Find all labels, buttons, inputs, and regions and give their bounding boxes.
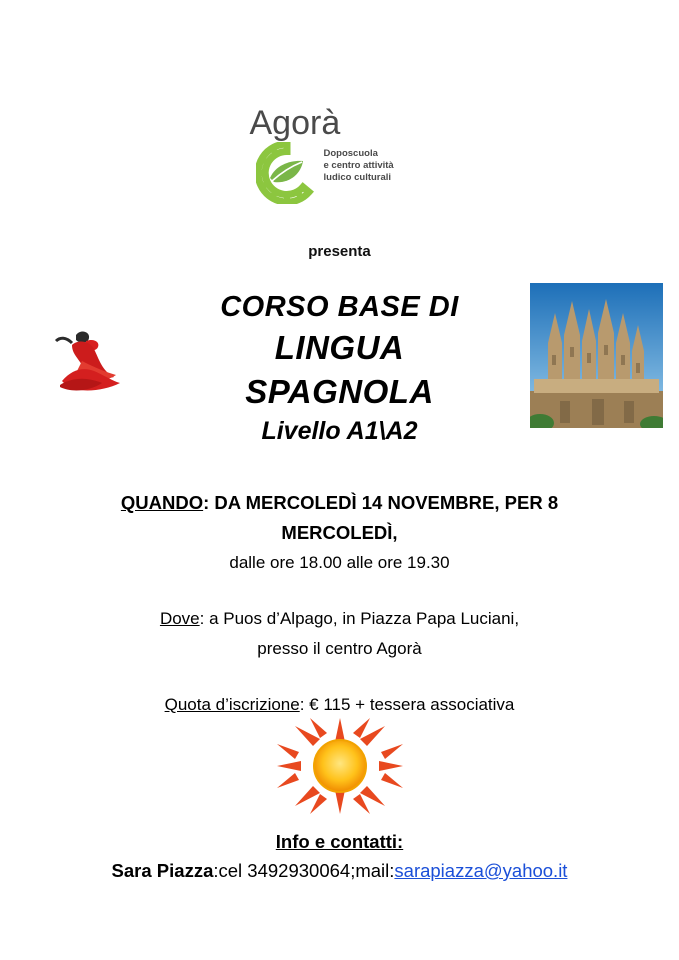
logo-subtitle-line-1: Doposcuola (323, 148, 378, 159)
contacts-detail-line (0, 856, 679, 886)
contact-name: Sara Piazza (111, 860, 214, 881)
quando-line-1 (0, 488, 679, 518)
title-line-2a: LINGUA (274, 329, 405, 366)
quota-value: : € 115 + tessera associativa (299, 695, 515, 714)
sun-illustration-wrap (0, 716, 679, 816)
dove-value: : a Puos d’Alpago, in Piazza Papa Luciani, (199, 609, 520, 628)
agora-logo-icon (256, 142, 318, 204)
dove-line-2: presso il centro Agorà (257, 639, 422, 658)
title-line-1: CORSO BASE DI (220, 291, 459, 323)
contacts-block (0, 828, 679, 886)
orario-line: dalle ore 18.00 alle ore 19.30 (229, 553, 450, 572)
logo-subtitle-line-2: e centro attività (323, 160, 394, 171)
quota-label: Quota d’iscrizione (164, 695, 300, 714)
presenta-label: presenta (308, 243, 371, 260)
title-block (0, 288, 679, 448)
quando-label: QUANDO (120, 492, 204, 513)
dove-line-1 (0, 604, 679, 634)
spacer-2 (0, 664, 679, 690)
sun-icon (275, 716, 405, 816)
spacer-1 (0, 578, 679, 604)
contact-phone-text: :cel 3492930064;mail: (213, 860, 395, 881)
title-line-2b: SPAGNOLA (245, 373, 434, 410)
logo-subtitle (324, 148, 394, 184)
quando-line-2: MERCOLEDÌ, (281, 522, 398, 543)
contact-email-link[interactable]: sarapiazza@yahoo.it (394, 860, 568, 881)
quando-value: : DA MERCOLEDÌ 14 NOVEMBRE, PER 8 (203, 492, 559, 513)
logo-subtitle-line-3: ludico culturali (323, 172, 392, 183)
dove-label: Dove (159, 609, 200, 628)
gear-icon (256, 142, 318, 204)
title-line-3: Livello A1\A2 (261, 417, 418, 445)
info-block (0, 488, 679, 720)
contacts-heading: Info e contatti: (275, 831, 404, 852)
logo-wordmark: Agorà (249, 104, 341, 142)
logo-block (0, 104, 679, 212)
agora-logo (250, 104, 430, 212)
